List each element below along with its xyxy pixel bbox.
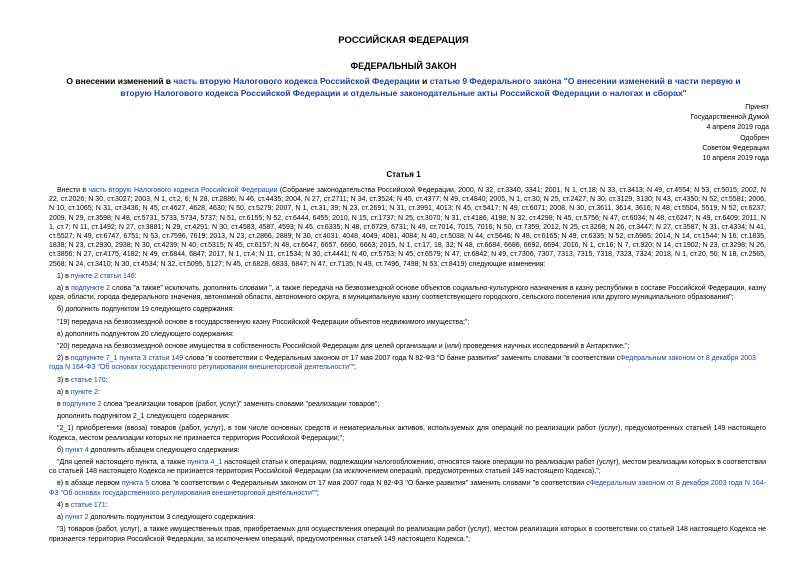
text: 1) в <box>57 272 71 280</box>
item-4 <box>49 501 766 510</box>
link-point4[interactable]: пункт 4 <box>65 446 89 454</box>
tax-code-part2-link[interactable]: часть вторую Налогового кодекса Российской Федерации <box>88 187 278 194</box>
link-subitem2[interactable]: подпункте 2 <box>62 401 102 409</box>
item-1 <box>49 272 766 281</box>
text: 2) в <box>57 355 71 363</box>
item-3b <box>49 446 766 455</box>
link-law-164fz[interactable]: Федеральным законом от 8 декабря 2003 года N 164-ФЗ "Об основах государственного регулирования внешнеторговой деятельности" <box>49 480 767 497</box>
item-1a <box>49 284 766 302</box>
intro-paragraph <box>49 186 766 269</box>
text: "; <box>314 489 319 497</box>
item-3a <box>49 388 766 397</box>
text: дополнить абзацем следующего содержания: <box>88 446 240 454</box>
article-body <box>49 186 766 544</box>
link-art170[interactable]: статье 170 <box>70 376 106 384</box>
heading-text: О внесении изменений в <box>66 76 174 86</box>
item-4a <box>49 513 766 522</box>
link-point5[interactable]: пункта 5 <box>121 480 150 488</box>
text: слова "реализации товаров (работ, услуг)" заменить словами "реализации товаров"; <box>101 401 380 409</box>
item-4a-quote: "3) товаров (работ, услуг), а также имущественных прав, приобретаемых для осуществления операций по реализации работ (услуг), местом реализации которых в соответствии со статьей 148 настоящего Кодекса не признается территория Российской Федерации, за исключением операций, предусмотренных статьей 149 настоящего Кодекса."; <box>49 526 766 543</box>
text: : <box>134 272 137 280</box>
text: слова "в соответствии с Федеральным законом от 17 мая 2007 года N 82-ФЗ "О банке развития" заменить словами "в соответствии с <box>149 480 590 488</box>
item-3b-quote <box>49 458 766 476</box>
text: : <box>105 501 108 509</box>
item-1c-quote: "20) передача на безвозмездной основе имущества в собственность Российской Федерации для целей организации и (или) проведения научных исследований в Антарктике."; <box>57 343 630 351</box>
text: "; <box>351 364 356 372</box>
item-1c: в) дополнить подпунктом 20 следующего содержания: <box>57 330 234 338</box>
text: "Для целей настоящего пункта, а также <box>57 459 188 467</box>
link-art146[interactable]: пункте 2 статьи 146 <box>70 272 135 280</box>
text: в) в абзаце первом <box>57 480 122 488</box>
text: слова "в соответствии с Федеральным законом от 17 мая 2007 года N 82-ФЗ "О банке развития" заменить словами "в соответствии с <box>183 355 621 363</box>
heading-text: и <box>419 76 430 86</box>
adopted-line: Государственной Думой <box>690 114 769 121</box>
law-type-title: ФЕДЕРАЛЬНЫЙ ЗАКОН <box>350 61 457 71</box>
text: а) в <box>57 285 72 293</box>
text: : <box>98 388 100 396</box>
item-1b: б) дополнить подпунктом 19 следующего содержания: <box>57 306 235 314</box>
adopted-line: Принят <box>745 104 769 111</box>
text: дополнить подпунктом 3 следующего содержания: <box>88 514 256 522</box>
text: в <box>57 401 63 409</box>
link-point4-1[interactable]: пункта 4_1 <box>187 459 223 467</box>
item-3a-quote: "2_1) приобретения (ввоза) товаров (работ, услуг), в том числе основных средств и нематериальных активов, используемых для операций по реализации работ (услуг), предусмотренных статьей 149 настоящего Кодекса, местом реализации которых не признается территория Российской Федерации;"; <box>49 425 766 442</box>
tax-code-link[interactable]: часть вторую Налогового кодекса Российской Федерации <box>173 76 420 86</box>
adopted-block <box>690 103 769 133</box>
approved-line: Одобрен <box>740 135 769 142</box>
link-art149[interactable]: подпункте 7_1 пункта 3 статьи 149 <box>70 355 184 363</box>
link-art171[interactable]: статье 171 <box>70 501 106 509</box>
text: слова "а также" исключить, дополнить словами ", а также передача на безвозмездной основе объектов социально-культурного назначения в казну республики в составе Российской Федерации, казну края, области, города федерального значения, автономной области, автономного округа, в муниципальную казну соответствующего городского, сельского поселения или другого муниципального образования"; <box>49 285 766 302</box>
link-point2[interactable]: пункт 2 <box>65 514 89 522</box>
link-point2[interactable]: пункте 2 <box>70 388 98 396</box>
item-1b-quote: "19) передача на безвозмездной основе в государственную казну Российской Федерации объектов недвижимого имущества;"; <box>57 318 470 326</box>
approved-date: 10 апреля 2019 года <box>702 155 769 162</box>
text: настоящей статьи к операциям, подлежащим налогообложению, относятся также операции по реализации работ (услуг), местом реализации которых в соответствии со статьей 148 настоящего Кодекса не признается территория Российской Федерации (за исключением операций, предусмотренных статьей 149 настоящего Кодекса)."; <box>49 459 766 476</box>
text: 4) в <box>57 501 71 509</box>
text: 3) в <box>57 376 71 384</box>
item-3a-add: дополнить подпунктом 2_1 следующего содержания: <box>57 413 230 421</box>
article9-law-link[interactable]: статью 9 Федерального закона "О внесении изменений в части первую и вторую Налогового кодекса Российской Федерации и отдельные законодательные акты Российской Федерации о налогах и сборах" <box>120 76 741 98</box>
country-title: РОССИЙСКАЯ ФЕДЕРАЦИЯ <box>338 35 469 46</box>
link-law-164fz[interactable]: Федеральным законом от 8 декабря 2003 года N 164-ФЗ "Об основах государственного регулирования внешнеторговой деятельности" <box>49 355 756 372</box>
text: а) <box>57 514 66 522</box>
item-3 <box>49 376 766 385</box>
approved-block <box>702 134 769 164</box>
text: (Собрание законодательства Российской Федерации, 2000, N 32, ст.3340, 3341; 2001, N 1, ст.18; N 33, ст.3413; N 49, ст.4554; N 53, ст.5015; 2002, N 22, ст.2026; N 30, ст.3027; 2003, N 1, ст.2, 6; N 28, ст.2886; N 46, ст.4435; 2004, N 27, ст.2711; N 34, ст.3524; N 45, ст.4377; N 49, ст.4840; 2005, N 1, ст.30; N 25, ст.2427; N 30, ст.3129, 3130; N 43, ст.4350; N 52, ст.5581; 2006, N 10, ст.1065; N 31, ст.3436; N 45, ст.4627, 4628, 4630; N 50, ст.5279; 2007, N 1, ст.31, 39; N 23, ст.2691; N 31, ст.3991, 4013; N 45, ст.5417; N 49, ст.6071; 2008, N 30, ст.3611, 3614, 3616; N 48, ст.5504, 5519; N 52, ст.6237; 2009, N 29, ст.3598; N 48, ст.5731, 5733, 5734, 5737; N 51, ст.6155; N 52, ст.6444, 6455; 2010, N 15, ст.1737; N 25, ст.3070; N 31, ст.4186, 4198; N 32, ст.4298; N 45, ст.5756; N 47, ст.6034; N 48, ст.6247; N 49, ст.6409; 2011, N 1, ст.7; N 11, ст.1492; N 27, ст.3881; N 29, ст.4291; N 30, ст.4583, 4587, 4593; N 45, ст.6335; N 48, ст.6729, 6731; N 49, ст.7014, 7015, 7016; N 50, ст.7359; 2012, N 25, ст.3268; N 26, ст.3447; N 27, ст.3587; N 31, ст.4334; N 41, ст.5527; N 49, ст.6747, 6751; N 53, ст.7596, 7619; 2013, N 23, ст.2866, 2889; N 30, ст.4031, 4048, 4049, 4081, 4084; N 40, ст.5038; N 44, ст.5646; N 48, ст.6165; N 49, ст.6335; N 52, ст.6985; 2014, N 14, ст.1544; N 16, ст.1835, 1838; N 23, ст.2930, 2938; N 30, ст.4239; N 40, ст.5315; N 45, ст.6157; N 48, ст.6647, 6657, 6660, 6663; 2015, N 1, ст.17, 18, 32; N 48, ст.6684, 6686, 6692, 6694; 2016, N 1, ст.16; N 7, ст.920; N 14, ст.1902; N 23, ст.3298; N 26, ст.3856; N 27, ст.4175, 4182; N 49, ст.6844, 6847; 2017, N 1, ст.4; N 11, ст.1534; N 30, ст.4441; N 40, ст.5753; N 45, ст.6579; N 47, ст.6842; N 49, ст.7306, 7307, 7313, 7315, 7318, 7323, 7324; 2018, N 1, ст.20, 50; N 18, ст.2565, 2568; N 24, ст.3410; N 30, ст.4534; N 32, ст.5095, 5127; N 45, ст.6828, 6833, 6847; N 47, ст.7135; N 49, ст.7496, 7498; N 53, ст.8419) следующие изменения: <box>49 187 766 268</box>
adopted-date: 4 апреля 2019 года <box>706 124 769 131</box>
item-3a-sub <box>49 400 766 409</box>
link-subitem2[interactable]: подпункте 2 <box>71 285 110 293</box>
item-2 <box>49 354 766 372</box>
text: : <box>105 376 108 384</box>
text: а) в <box>57 388 71 396</box>
item-3c <box>49 479 766 497</box>
article-title: Статья 1 <box>386 170 421 179</box>
text: б) <box>57 446 66 454</box>
text: Внести в <box>57 187 89 194</box>
approved-line: Советом Федерации <box>702 145 769 152</box>
law-heading <box>60 76 747 99</box>
